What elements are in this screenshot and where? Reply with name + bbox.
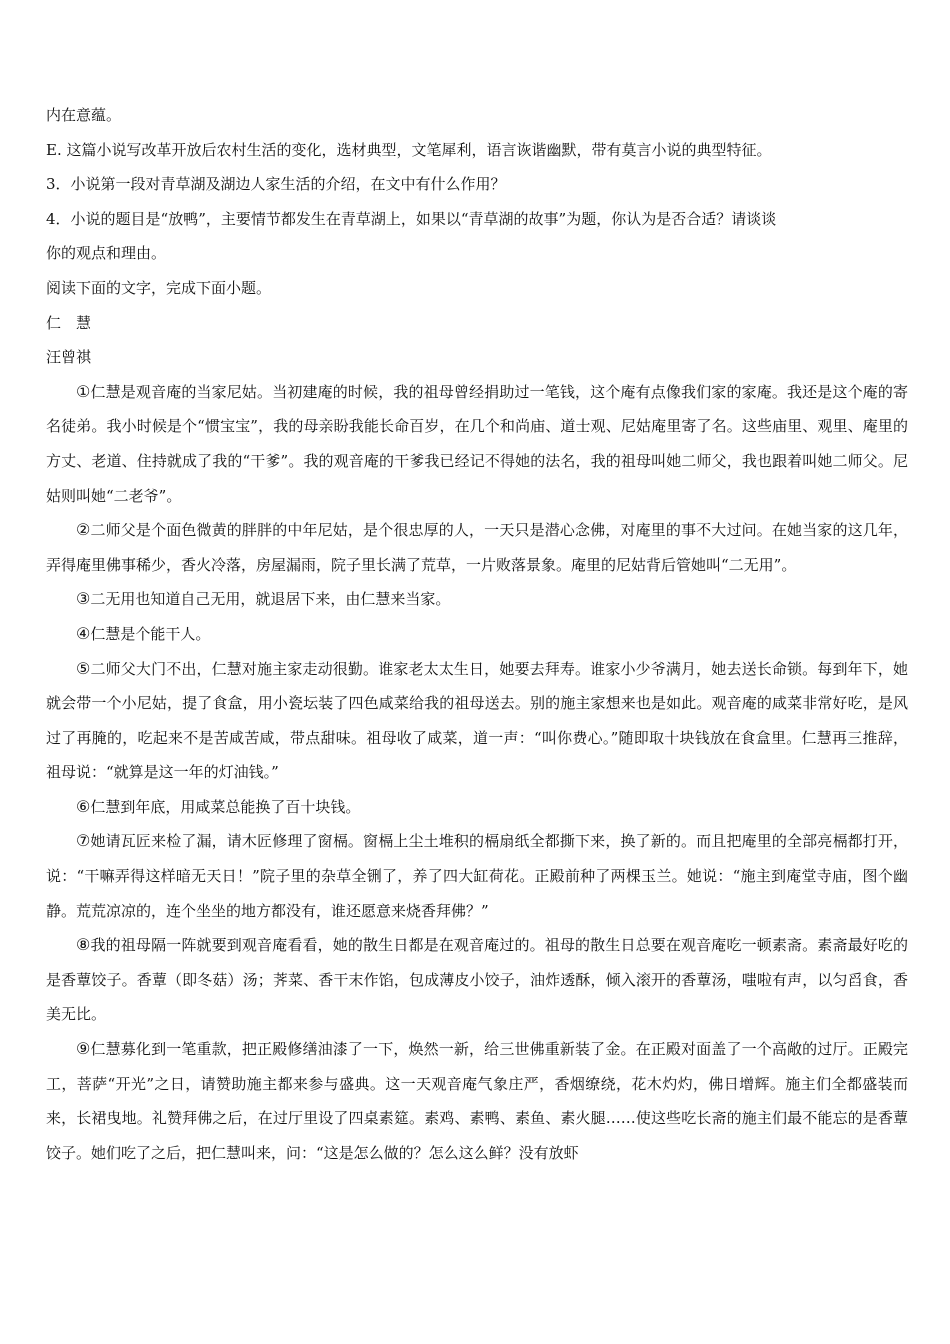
paragraph-text: 仁慧募化到一笔重款，把正殿修缮油漆了一下，焕然一新，给三世佛重新装了金。在正殿对面盖了一个高敞的过厅。正殿完工，菩萨“开光”之日，请赞助施主都来参与盛典。这一天观音庵气象庄严，香烟缭绕，花木灼灼，佛日增辉。施主们全都盛装而来，长裙曳地。礼赞拜佛之后，在过厅里设了四桌素筵。素鸡、素鸭、素鱼、素火腿……使这些吃长斋的施主们最不能忘的是香蕈饺子。她们吃了之后，把仁慧叫来，问：“这是怎么做的？怎么这么鲜？没有放虾: [46, 1040, 909, 1162]
paragraph-8: [46, 928, 908, 1032]
paragraph-3: [46, 582, 908, 617]
paragraph-number: ①: [76, 381, 91, 401]
paragraph-number: ③: [76, 589, 91, 609]
paragraph-5: [46, 652, 908, 790]
paragraph-text: 我的祖母隔一阵就要到观音庵看看，她的散生日都是在观音庵过的。祖母的散生日总要在观音庵吃一顿素斋。素斋最好吃的是香蕈饺子。香蕈（即冬菇）汤；荠菜、香干末作馅，包成薄皮小饺子，油炸透酥，倾入滚开的香蕈汤，嗤啦有声，以匀舀食，香美无比。: [46, 936, 909, 1024]
question-4-line-1: 4．小说的题目是“放鸭”，主要情节都发生在青草湖上，如果以“青草湖的故事”为题，你认为是否合适？请谈谈: [46, 209, 777, 228]
paragraph-9: [46, 1032, 908, 1170]
paragraph-4: [46, 617, 908, 652]
paragraph-text: 仁慧是观音庵的当家尼姑。当初建庵的时候，我的祖母曾经捐助过一笔钱，这个庵有点像我们家的家庵。我还是这个庵的寄名徒弟。我小时候是个“惯宝宝”，我的母亲盼我能长命百岁，在几个和尚庙、道士观、尼姑庵里寄了名。这些庙里、观里、庵里的方丈、老道、住持就成了我的“干爹”。我的观音庵的干爹我已经记不得她的法名，我的祖母叫她二师父，我也跟着叫她二师父。尼姑则叫她“二老爷”。: [46, 382, 909, 505]
paragraph-text: 她请瓦匠来检了漏，请木匠修理了窗槅。窗槅上尘土堆积的槅扇纸全都撕下来，换了新的。而且把庵里的全部亮槅都打开，说：“干嘛弄得这样暗无天日！”院子里的杂草全铏了，养了四大缸荷花。正殿前种了两棵玉兰。她说：“施主到庵堂寺庙，图个幽静。荒荒凉凉的，连个坐坐的地方都没有，谁还愿意来烧香拜佛？”: [46, 832, 909, 920]
paragraph-number: ⑤: [76, 658, 91, 678]
reading-instruction: 阅读下面的文字，完成下面小题。: [46, 278, 272, 297]
paragraph-text: 仁慧是个能干人。: [90, 624, 211, 643]
paragraph-number: ⑦: [76, 831, 91, 851]
question-4-line-2: 你的观点和理由。: [46, 244, 167, 263]
paragraph-2: [46, 513, 908, 582]
paragraph-number: ⑥: [76, 796, 91, 816]
story-author: 汪曾祺: [46, 348, 92, 367]
paragraph-number: ④: [76, 623, 91, 643]
text-line-1: 内在意蕴。: [46, 106, 122, 124]
paragraph-number: ⑨: [76, 1039, 91, 1059]
paragraph-text: 二师父是个面色微黄的胖胖的中年尼姑，是个很忠厚的人，一天只是潜心念佛，对庵里的事不大过问。在她当家的这几年，弄得庵里佛事稀少，香火冷落，房屋漏雨，院子里长满了荒草，一片败落景象。庵里的尼姑背后管她叫“二无用”。: [46, 521, 909, 574]
paragraph-text: 二无用也知道自己无用，就退居下来，由仁慧来当家。: [90, 590, 451, 609]
paragraph-7: [46, 824, 908, 928]
story-title: 仁 慧: [46, 313, 92, 332]
option-e: E. 这篇小说写改革开放后农村生活的变化，选材典型，文笔犀利，语言诙谐幽默，带有莫言小说的典型特征。: [46, 140, 772, 159]
paragraph-text: 仁慧到年底，用咸菜总能换了百十块钱。: [90, 797, 361, 816]
paragraph-text: 二师父大门不出，仁慧对施主家走动很勤。谁家老太太生日，她要去拜寿。谁家小少爷满月，她去送长命锁。每到年下，她就会带一个小尼姑，提了食盒，用小瓷坛装了四色咸菜给我的祖母送去。别的施主家想来也是如此。观音庵的咸菜非常好吃，是风过了再腌的，吃起来不是苦咸苦咸，带点甜味。祖母收了咸菜，道一声：“叫你费心。”随即取十块钱放在食盒里。仁慧再三推辞，祖母说：“就算是这一年的灯油钱。”: [46, 659, 909, 782]
question-3: 3．小说第一段对青草湖及湖边人家生活的介绍，在文中有什么作用？: [46, 175, 506, 194]
paragraph-1: [46, 375, 908, 513]
paragraph-number: ②: [76, 520, 91, 540]
paragraph-number: ⑧: [76, 935, 91, 955]
document-page: [46, 98, 908, 1170]
paragraph-6: [46, 790, 908, 825]
